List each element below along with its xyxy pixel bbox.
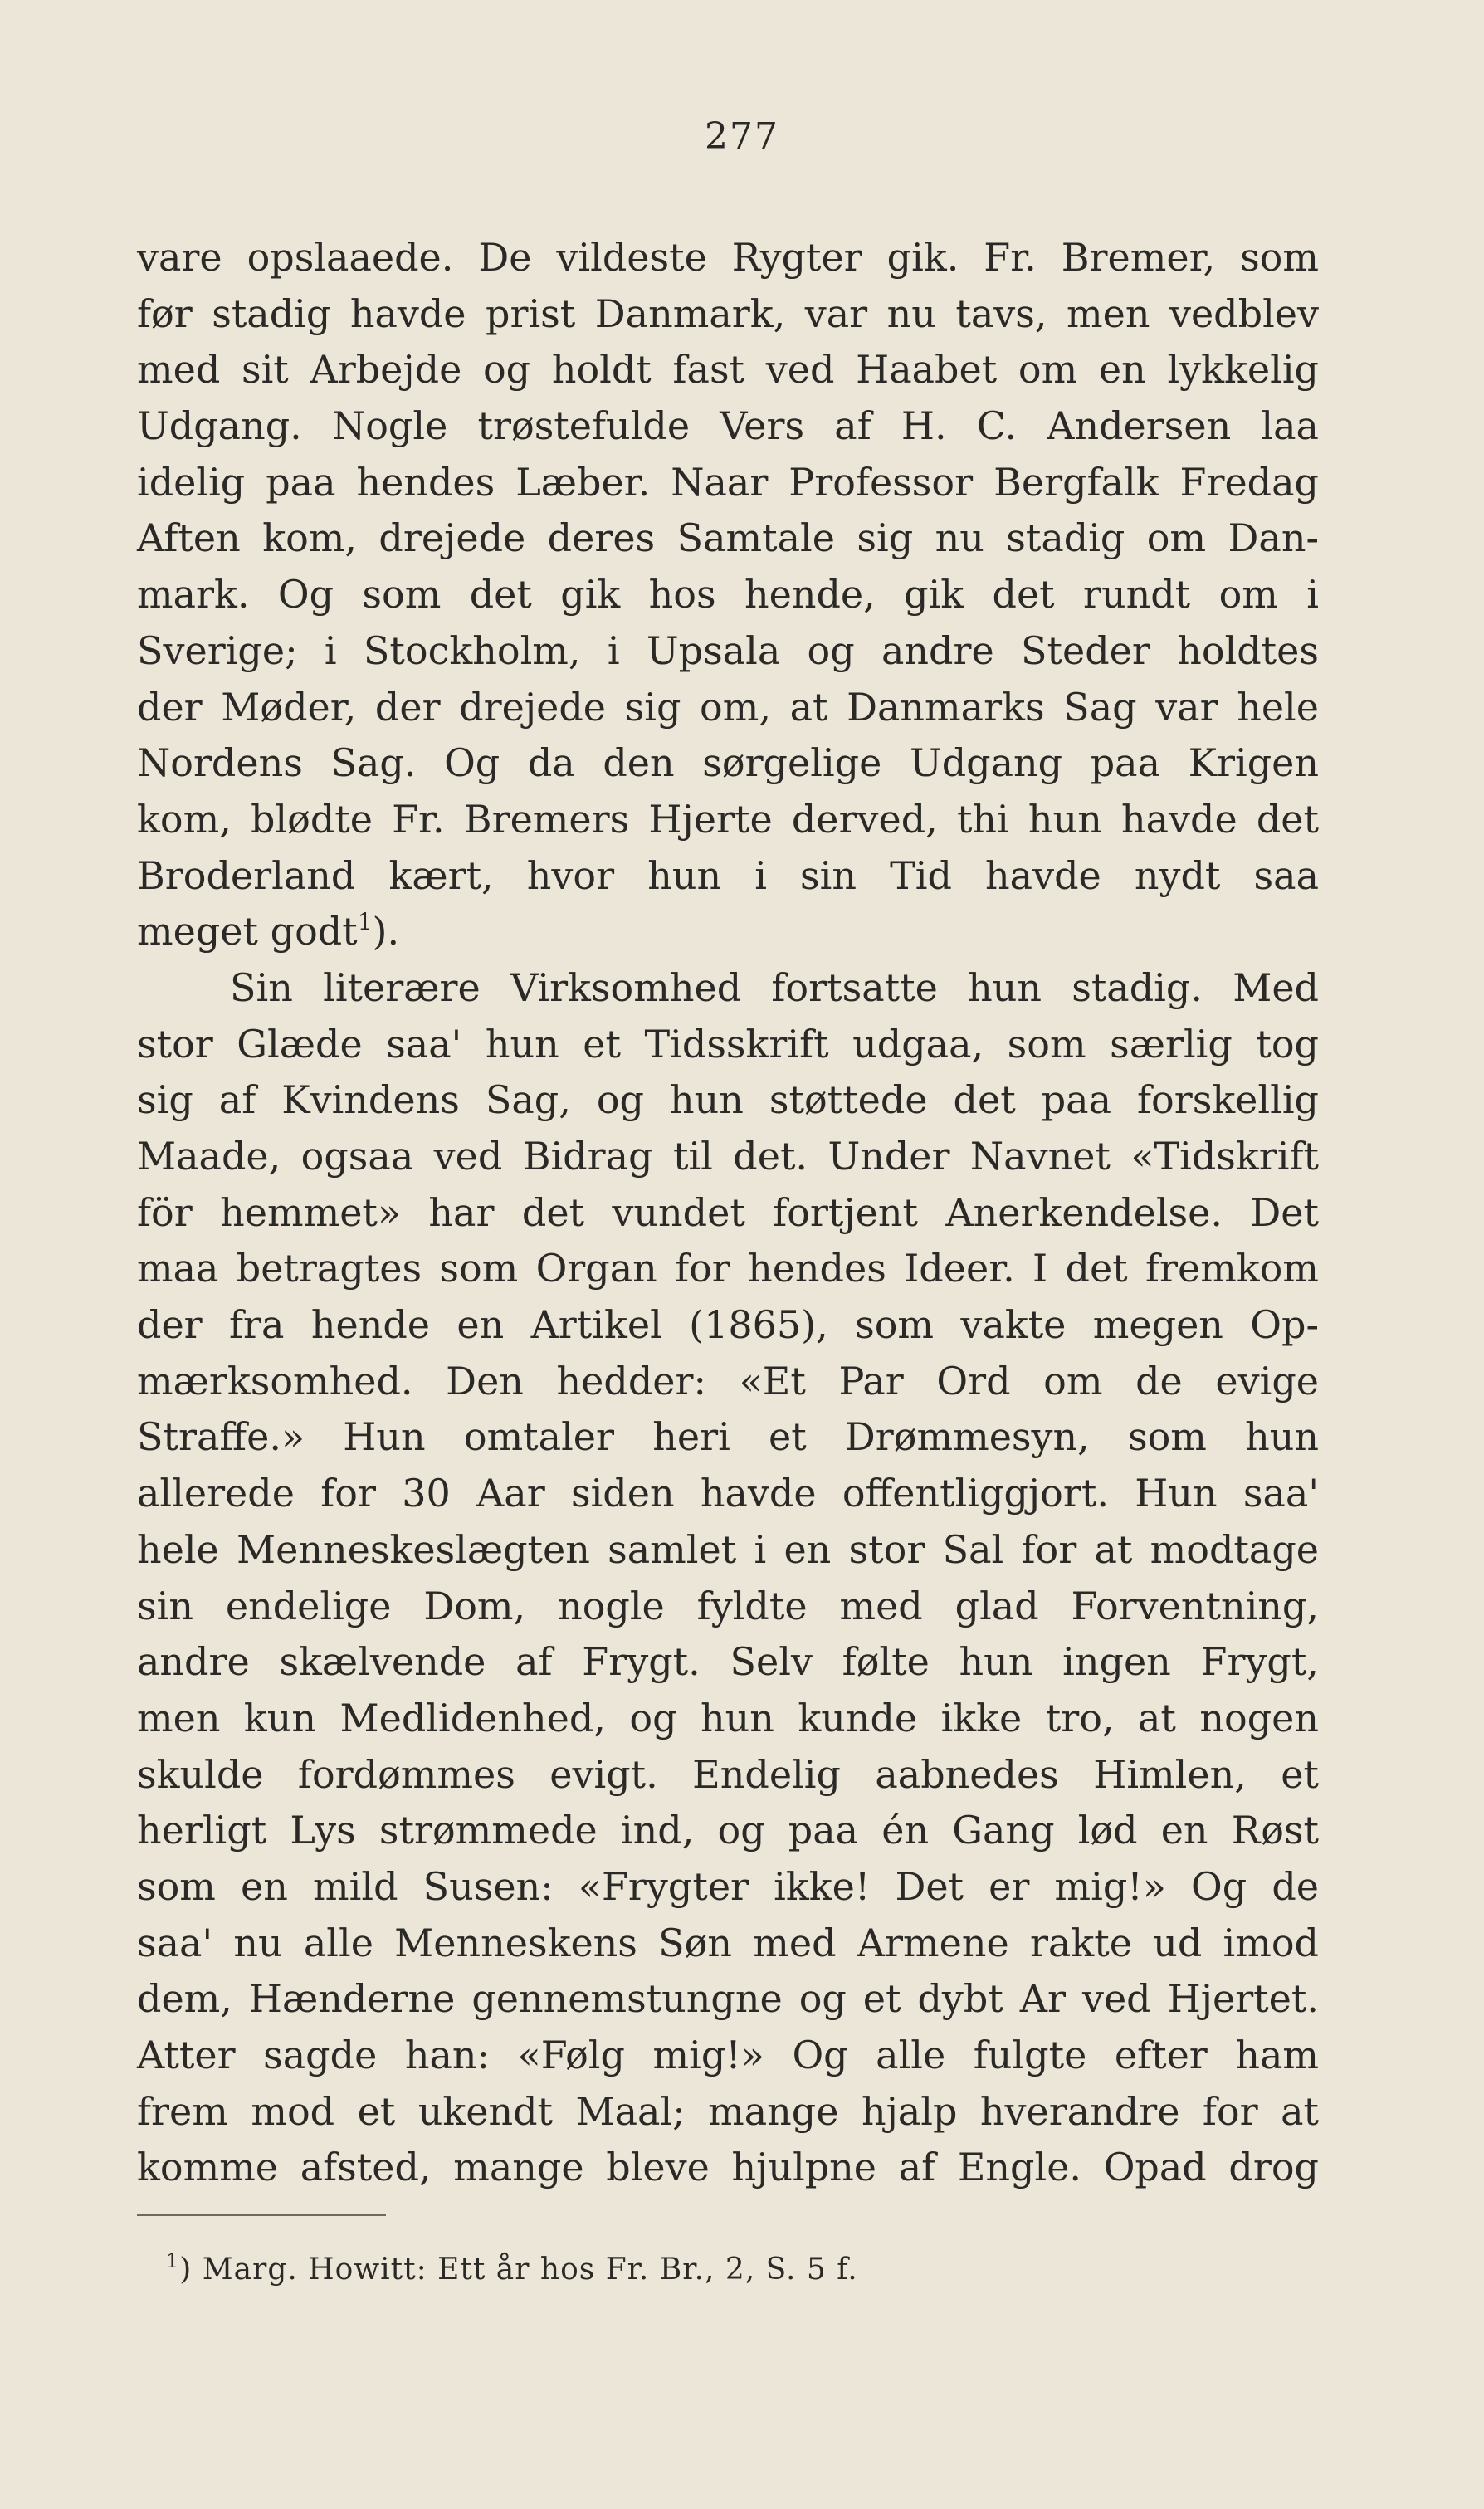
text-line: stor Glæde saa' hun et Tidsskrift udgaa, som særlig tog [137,1021,1319,1067]
text-line: sig af Kvindens Sag, og hun støttede det paa forskellig [137,1077,1319,1123]
footnote-marker: 1 [166,2249,180,2272]
text-fragment: ). [372,909,400,954]
text-line: idelig paa hendes Læber. Naar Professor Bergfalk Fredag [137,459,1319,505]
text-line: komme afsted, mange bleve hjulpne af Engle. Opad drog [137,2145,1319,2190]
text-line: der fra hende en Artikel (1865), som vakte megen Op- [137,1302,1319,1348]
text-line: Udgang. Nogle trøstefulde Vers af H. C. Andersen laa [137,403,1319,449]
footnote-marker-paren: ) [179,2253,193,2287]
text-line: saa' nu alle Menneskens Søn med Armene rakte ud imod [137,1920,1319,1965]
text-fragment: meget godt [137,909,358,954]
paragraph-start-line: Sin literære Virksomhed fortsatte hun stadig. Med [230,964,1319,1010]
text-line: Nordens Sag. Og da den sørgelige Udgang paa Krigen [137,740,1319,786]
text-line: Maade, ogsaa ved Bidrag til det. Under Navnet «Tidskrift [137,1134,1319,1179]
text-line: før stadig havde prist Danmark, var nu tavs, men vedblev [137,290,1319,336]
footnote-reference[interactable]: 1 [357,908,373,936]
text-line: mark. Og som det gik hos hende, gik det rundt om i [137,572,1319,617]
text-line: herligt Lys strømmede ind, og paa én Gang lød en Røst [137,1808,1319,1853]
text-line: kom, blødte Fr. Bremers Hjerte derved, thi hun havde det [137,796,1319,842]
footnote [166,2249,858,2288]
text-line: Broderland kært, hvor hun i sin Tid havde nydt saa [137,852,1319,898]
text-line: vare opslaaede. De vildeste Rygter gik. Fr. Bremer, som [137,235,1319,280]
text-line: skulde fordømmes evigt. Endelig aabnedes Himlen, et [137,1751,1319,1797]
footnote-divider [137,2214,386,2216]
footnote-text: Marg. Howitt: Ett år hos Fr. Br., 2, S. 5 f. [202,2253,858,2287]
text-line: andre skælvende af Frygt. Selv følte hun ingen Frygt, [137,1639,1319,1685]
text-line: Atter sagde han: «Følg mig!» Og alle fulgte efter ham [137,2033,1319,2077]
paragraph-end-line [137,904,1319,960]
page-number: 277 [705,115,779,158]
text-line: dem, Hænderne gennemstungne og et dybt Ar ved Hjertet. [137,1976,1319,2022]
text-line: som en mild Susen: «Frygter ikke! Det er mig!» Og de [137,1863,1319,1909]
text-line: sin endelige Dom, nogle fyldte med glad Forventning, [137,1583,1319,1628]
text-line: med sit Arbejde og holdt fast ved Haabet om en lykkelig [137,347,1319,393]
text-line: hele Menneskeslægten samlet i en stor Sal for at modtage [137,1526,1319,1572]
text-line: men kun Medlidenhed, og hun kunde ikke tro, at nogen [137,1695,1319,1740]
text-line: maa betragtes som Organ for hendes Ideer. I det fremkom [137,1246,1319,1291]
text-line: Aften kom, drejede deres Samtale sig nu stadig om Dan- [137,515,1319,561]
text-line: frem mod et ukendt Maal; mange hjalp hverandre for at [137,2088,1319,2134]
text-line: allerede for 30 Aar siden havde offentliggjort. Hun saa' [137,1471,1319,1516]
text-line: för hemmet» har det vundet fortjent Anerkendelse. Det [137,1189,1319,1235]
text-line: Sverige; i Stockholm, i Upsala og andre Steder holdtes [137,627,1319,673]
body-text [137,230,1319,2196]
text-line: mærksomhed. Den hedder: «Et Par Ord om de evige [137,1358,1319,1403]
text-line: der Møder, der drejede sig om, at Danmarks Sag var hele [137,684,1319,730]
text-line: Straffe.» Hun omtaler heri et Drømmesyn, som hun [137,1414,1319,1460]
